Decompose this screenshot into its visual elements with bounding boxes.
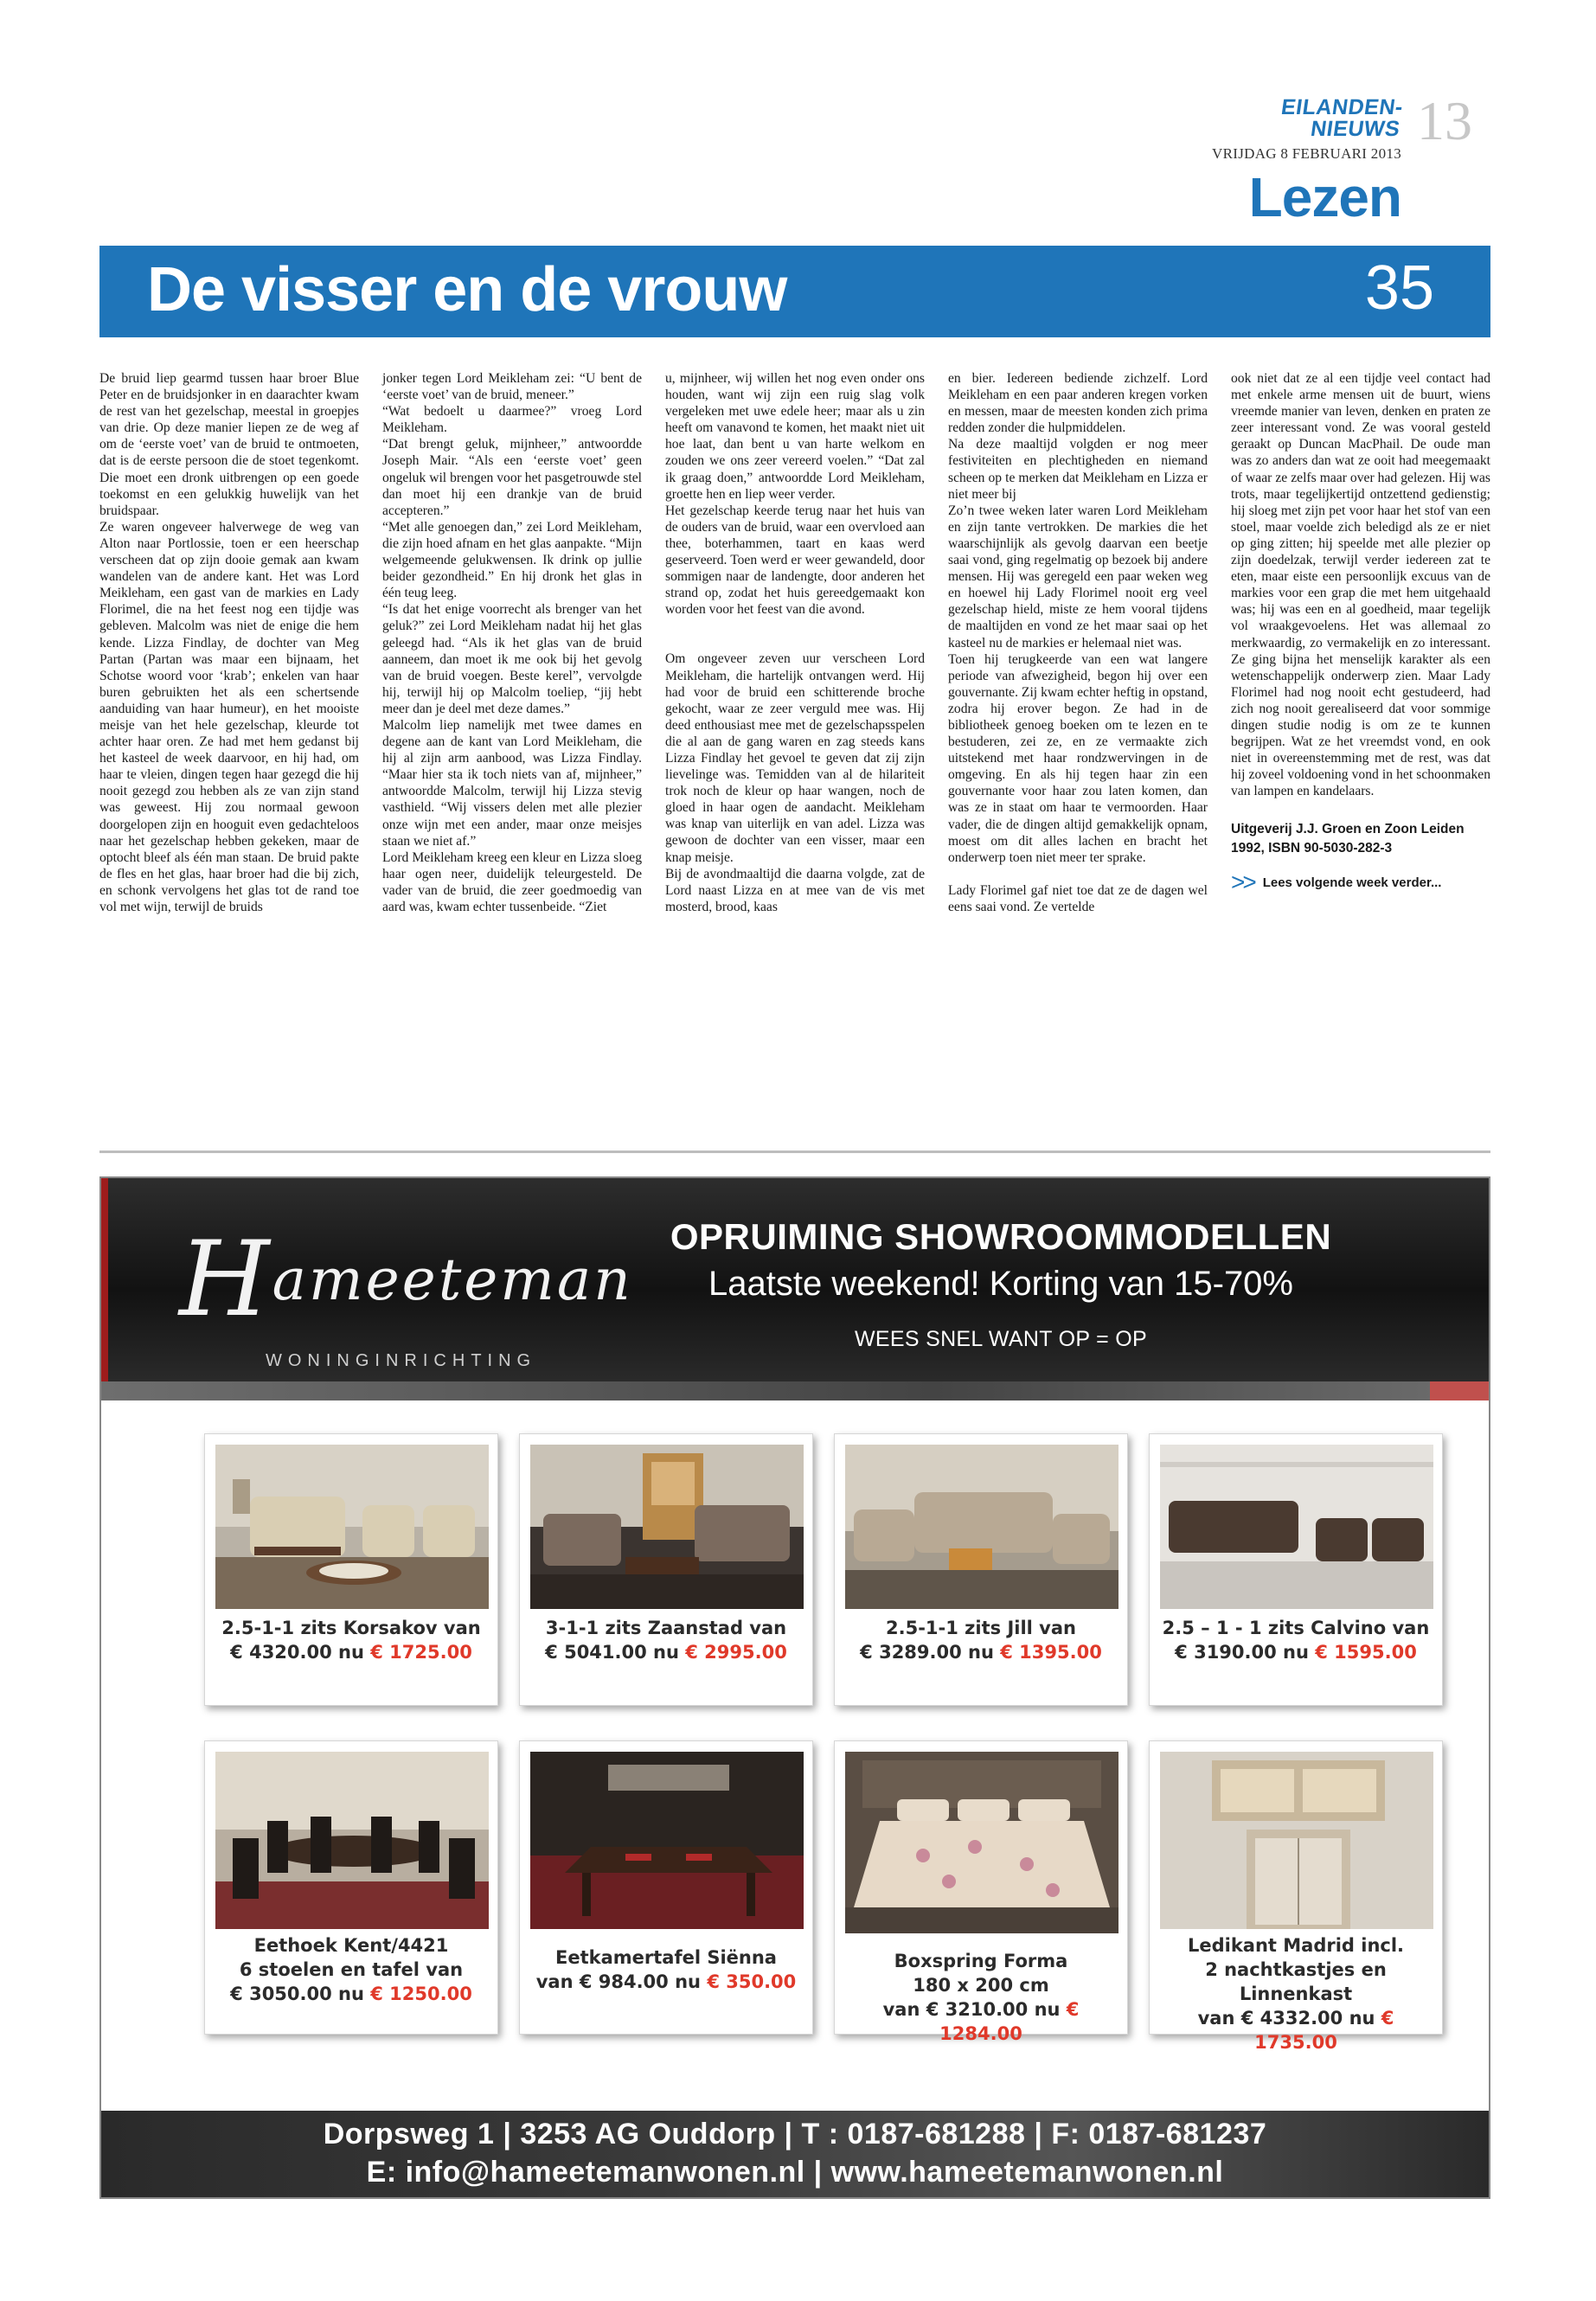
old-price: van € 3210.00 nu bbox=[882, 1999, 1067, 2020]
product-caption bbox=[525, 1945, 807, 1994]
paragraph: Malcolm liep namelijk met twee dames en degene aan de kant van Lord Meikleham, die hij al zijn arm aanbood, was Lizza Findlay. “Maar hier sta ik toch niets van af, mijnheer,” antwoordde Malcolm, terwijl hij Lizza stevig vasthield. “Wij vissers delen met alle plezier onze wijn met een ander, maar onze meisjes staan we niet af.” bbox=[382, 717, 642, 849]
accent-strip bbox=[101, 1178, 108, 1381]
product-detail: 6 stoelen en tafel van bbox=[239, 1959, 464, 1980]
paragraph: Het gezelschap keerde terug naar het huis van de ouders van de bruid, waar een overvloed aan thee, boterhammen, taart en kaas werd geserveerd. Toen werd er weer gewandeld, door sommigen naar de landengte, door anderen het strand op, zodat het huis gereedgemaakt kon worden voor het feest van die avond. bbox=[665, 503, 925, 618]
publisher-name: Uitgeverij J.J. Groen en Zoon Leiden bbox=[1231, 822, 1465, 837]
product-caption bbox=[840, 1949, 1122, 2046]
ad-tagline: WEES SNEL WANT OP = OP bbox=[855, 1327, 1147, 1351]
sofa-set-photo bbox=[215, 1445, 489, 1609]
product-name: Eethoek Kent/4421 bbox=[253, 1935, 449, 1956]
product-name: Eetkamertafel Siënna bbox=[555, 1947, 777, 1968]
sofa-set-photo bbox=[1160, 1445, 1433, 1609]
dining-table-photo bbox=[530, 1752, 804, 1929]
product-caption bbox=[525, 1616, 807, 1664]
hameeteman-logo bbox=[179, 1204, 663, 1370]
bedroom-set-photo bbox=[1160, 1752, 1433, 1929]
old-price: € 5041.00 nu bbox=[545, 1642, 686, 1663]
article-body bbox=[99, 370, 1490, 1131]
sale-price: € 1725.00 bbox=[370, 1642, 472, 1663]
paragraph: jonker tegen Lord Meikleham zei: “U bent de ‘eerste voet’ van de bruid, meneer.” bbox=[382, 371, 642, 403]
logo-subtitle: WONINGINRICHTING bbox=[266, 1351, 537, 1370]
old-price: € 3289.00 nu bbox=[860, 1642, 1001, 1663]
band-accent bbox=[1430, 1381, 1489, 1400]
product-name: 3-1-1 zits Zaanstad van bbox=[545, 1618, 787, 1638]
paragraph: Lady Florimel gaf niet toe dat ze de dagen wel eens saai vond. Ze vertelde bbox=[948, 882, 1208, 914]
sale-price: € 1595.00 bbox=[1315, 1642, 1417, 1663]
paragraph: De bruid liep gearmd tussen haar broer Blue Peter en de bruidsjonker in en daarachter kwam de rest van het gezelschap, meestal in groepjes van drie. Op deze manier liepen ze de weg af om de ‘eerste voet’ van de bruid te ontmoeten, dat is de eerste persoon die de stoet tegenkomt. Die moet een dronk uitbrengen op een goede toekomst en een gelukkig huwelijk van het bruidspaar. bbox=[99, 371, 359, 518]
product-card bbox=[1149, 1433, 1443, 1706]
section-divider bbox=[99, 1150, 1490, 1153]
paragraph: Zo’n twee weken later waren Lord Meikleham en zijn tante vertrokken. De markies die het waarschijnlijk als gevolg daarvan een beetje saai vond, ging regelmatig op bezoek bij andere mensen. Hij was geregeld een paar weken weg en hoewel hij Lady Florimel nooit erg veel gezelschap hield, miste ze hem vooral tijdens de maaltijden en vond ze het maar saai op het kasteel nu de markies er helemaal niet was. bbox=[948, 503, 1208, 651]
sale-price: € 1735.00 bbox=[1254, 2008, 1394, 2053]
paragraph: “Wat bedoelt u daarmee?” vroeg Lord Meikleham. bbox=[382, 404, 642, 436]
section-label: Lezen bbox=[1248, 166, 1401, 228]
sale-price: € 1395.00 bbox=[1000, 1642, 1102, 1663]
product-detail: 2 nachtkastjes en Linnenkast bbox=[1205, 1959, 1387, 2004]
product-card bbox=[834, 1433, 1128, 1706]
paragraph: Na deze maaltijd volgden er nog meer festiviteiten en plechtigheden en niemand scheen op te merken dat Meikleham en Lizza er niet meer bij bbox=[948, 437, 1208, 502]
sale-price: € 2995.00 bbox=[685, 1642, 787, 1663]
article-column-5 bbox=[1231, 370, 1490, 894]
issue-date: VRIJDAG 8 FEBRUARI 2013 bbox=[1212, 145, 1401, 162]
ad-band bbox=[101, 1381, 1489, 1400]
product-caption bbox=[210, 1616, 492, 1664]
article-column-2 bbox=[382, 370, 642, 915]
ad-header bbox=[101, 1178, 1489, 1381]
ad-subline: Laatste weekend! Korting van 15-70% bbox=[708, 1265, 1293, 1303]
old-price: € 4320.00 nu bbox=[230, 1642, 371, 1663]
paragraph: Lord Meikleham kreeg een kleur en Lizza sloeg haar ogen neer, duidelijk teleurgesteld. De vader van de bruid, die zeer goedmoedig van aard was, kwam echter tussenbeide. “Ziet bbox=[382, 849, 642, 914]
product-name: 2.5-1-1 zits Jill van bbox=[886, 1618, 1076, 1638]
old-price: € 3190.00 nu bbox=[1175, 1642, 1316, 1663]
article-column-4 bbox=[948, 370, 1208, 915]
old-price: van € 984.00 nu bbox=[535, 1971, 708, 1992]
sale-price: € 350.00 bbox=[707, 1971, 797, 1992]
paragraph: Toen hij terugkeerde van een wat langere periode van afwezigheid, begon hij over een gouvernante. Zij kwam echter heftig in opstand, zodra hij erover begon. Ze had in de bibliotheek genoeg boeken om te lezen en te bestuderen, zei ze, en ze vermaakte zich uitstekend met haar rondzwervingen in de omgeving. En als hij tegen haar zin een gouvernante voor haar zou laten komen, dan was ze in staat om haar te vermoorden. Haar vader, die de dingen altijd gemakkelijk opnam, moest om dit alles lachen en bracht het onderwerp toen niet meer ter sprake. bbox=[948, 651, 1208, 865]
continued-text: Lees volgende week verder... bbox=[1262, 875, 1442, 890]
product-name: 2.5 – 1 - 1 zits Calvino van bbox=[1162, 1618, 1430, 1638]
product-name: Boxspring Forma bbox=[894, 1951, 1068, 1971]
old-price: € 3050.00 nu bbox=[230, 1984, 371, 2004]
paragraph: Bij de avondmaaltijd die daarna volgde, zat de Lord naast Lizza en at mee van de vis met mosterd, brood, kaas bbox=[665, 866, 925, 914]
double-chevron-right-icon: >> bbox=[1231, 868, 1254, 896]
paragraph: “Met alle genoegen dan,” zei Lord Meikleham, die zijn hoed afnam en het glas aanpakte. “Mijn welgemeende gelukwensen. Ik drink op jullie beider gezondheid.” En hij dronk het glas in één teug leeg. bbox=[382, 519, 642, 601]
product-card bbox=[519, 1433, 813, 1706]
sofa-set-photo bbox=[530, 1445, 804, 1609]
article-title: De visser en de vrouw bbox=[147, 255, 787, 324]
page-number: 13 bbox=[1417, 90, 1472, 151]
product-caption bbox=[1155, 1933, 1437, 2054]
article-title-bar bbox=[99, 246, 1490, 337]
sofa-set-photo bbox=[845, 1445, 1118, 1609]
dining-set-photo bbox=[215, 1752, 489, 1929]
paragraph: “Dat brengt geluk, mijnheer,” antwoordde Joseph Mair. “Als een ‘eerste voet’ geen ongeluk wil brengen voor het pasgetrouwde stel dan moet hij een drankje van de bruid accepteren.” bbox=[382, 437, 642, 518]
product-name: Ledikant Madrid incl. bbox=[1187, 1935, 1405, 1956]
product-name: 2.5-1-1 zits Korsakov van bbox=[221, 1618, 481, 1638]
article-column-3 bbox=[665, 370, 925, 915]
logo-wordmark: ameeteman bbox=[272, 1247, 633, 1313]
paragraph: Ze waren ongeveer halverwege de weg van Alton naar Portlossie, toen er een heerschap verscheen dat op zijn dooie gemak aan kwam wandelen van de andere kant. Het was Lord Meikleham, een gast van de markies en Lady Florimel, die na het feest nog een tijdje was gebleven. Malcolm was niet de enige die hem kende. Lizza Findlay, de dochter van Meg Partan (Partan was maar een bijnaam, het Schotse woord voor ‘krab’; enkelen van haar buren gebruikten het als een schertsende aanduiding van haar humeur), en het mooiste meisje van het hele gezelschap, kleurde tot achter haar oren. Ze had met hem gedanst bij het kasteel de week daarvoor, en hij had, om haar te vleien, dingen tegen haar gezegd die hij nooit gezegd zou hebben als ze van zijn stand was geweest. Hij zou normaal gewoon doorgelopen zijn en hooguit even gedachteloos naar het gezelschap hebben gekeken, maar de optocht bleef als één man staan. De bruid pakte de fles en het glas, haar broer had die bij zich, en schonk vervolgens het glas tot de rand toe vol met wijn, terwijl de bruids bbox=[99, 519, 359, 914]
store-email-website: E: info@hameetemanwonen.nl | www.hameetemanwonen.nl bbox=[366, 2156, 1224, 2189]
episode-number: 35 bbox=[1364, 253, 1434, 323]
paragraph: u, mijnheer, wij willen het nog even onder ons houden, want wij zijn een ruig slag volk vergeleken met uwe edele heer; maar als u zin heeft om vanavond te komen, het maakt niet uit hoe laat, dan bent u van harte welkom en zouden we ons zeer vereerd voelen.” “Dat zal ik graag doen,” antwoordde Lord Meikleham, groette hen en liep weer verder. bbox=[665, 371, 925, 502]
publisher-credit bbox=[1231, 820, 1490, 858]
old-price: van € 4332.00 nu bbox=[1197, 2008, 1381, 2029]
paragraph: Om ongeveer zeven uur verscheen Lord Meikleham, die hartelijk ontvangen werd. Hij had voor de bruid een schitterende broche gekocht, waar ze zeer verguld mee was. Hij deed enthousiast mee met de gezelschapsspelen die al aan de gang waren en zag steeds kans Lizza Findlay het gevoel te geven dat zij zijn lievelinge was. Temidden van al de hilariteit trok noch de kleur op haar wangen, noch de gloed in haar ogen de aandacht. Meikleham was knap van uiterlijk en van adel. Lizza was gewoon de dochter van een visser, maar een knap meisje. bbox=[665, 651, 925, 865]
paragraph: en bier. Iedereen bediende zichzelf. Lord Meikleham en een paar anderen kregen vorken en messen, maar de meesten konden zich prima redden zonder die hulpmiddelen. bbox=[948, 371, 1208, 436]
product-card bbox=[519, 1740, 813, 2035]
sale-price: € 1284.00 bbox=[939, 1999, 1080, 2044]
sale-price: € 1250.00 bbox=[370, 1984, 472, 2004]
masthead bbox=[1194, 95, 1405, 163]
product-caption bbox=[840, 1616, 1122, 1664]
product-card bbox=[834, 1740, 1128, 2044]
product-caption bbox=[1155, 1616, 1437, 1664]
boxspring-bed-photo bbox=[845, 1752, 1118, 1933]
paragraph: ook niet dat ze al een tijdje veel contact had met enkele arme mensen uit de buurt, wiens vreemde manier van leven, denken en praten ze zeer interessant vond. Ze was vooral gesteld geraakt op Duncan MacPhail. De oude man was zo anders dan wat ze ooit had meegemaakt of waar ze zelfs maar over had gelezen. Hij was trots, maar tegelijkertijd ontzettend gedienstig; hij sloeg met zijn pet voor haar het stof van een stoel, maar voelde zich beledigd als ze er niet op ging zitten; hij speelde met alle plezier op zijn doedelzak, terwijl verder iedereen zat te eten, maar eiste een persoonlijk excuus van de markies voor een grap die met hem uitgehaald was; hij was een en al goedheid, maar tegelijk vol wraakgevoelens. Het was allemaal zo merkwaardig, zo vermakelijk en zo interessant. Ze ging bijna het menselijk karakter als een wetenschappelijk onderwerp zien. Maar Lady Florimel had nog nooit echt gestudeerd, had zich nog nooit gerealiseerd dat voor sommige dingen studie nodig is om ze te kunnen begrijpen. Wat ze het vreemdst vond, en ook niet in overeenstemming met de rest, was dat hij zoveel voldoening vond in het schoonmaken van lampen en kandelaars. bbox=[1231, 371, 1490, 799]
product-card bbox=[204, 1433, 498, 1706]
store-address-phone: Dorpsweg 1 | 3253 AG Ouddorp | T : 0187-681288 | F: 0187-681237 bbox=[323, 2118, 1267, 2150]
newspaper-brand: EILANDEN-NIEUWS bbox=[1279, 95, 1405, 141]
product-detail: 180 x 200 cm bbox=[913, 1975, 1049, 1996]
ad-headline: OPRUIMING SHOWROOMMODELLEN bbox=[670, 1216, 1332, 1257]
publisher-isbn: 1992, ISBN 90-5030-282-3 bbox=[1231, 841, 1393, 856]
product-card bbox=[204, 1740, 498, 2035]
continued-next-week bbox=[1231, 870, 1490, 894]
product-caption bbox=[210, 1933, 492, 2006]
article-column-1 bbox=[99, 370, 359, 915]
paragraph: “Is dat het enige voorrecht als brenger van het geluk?” zei Lord Meikleham nadat hij het glas geleegd had. “Als ik het glas van de bruid aanneem, dan moet ik me ook bij het gevolg van de bruid voegen. Beste kerel”, vervolgde hij, terwijl hij op Malcolm toeliep, “jij hebt meer dan je deel met deze dames.” bbox=[382, 602, 642, 716]
ad-contact-footer bbox=[101, 2111, 1489, 2197]
furniture-advertisement bbox=[99, 1176, 1490, 2199]
product-card bbox=[1149, 1740, 1443, 2053]
logo-initial: H bbox=[179, 1220, 272, 1340]
